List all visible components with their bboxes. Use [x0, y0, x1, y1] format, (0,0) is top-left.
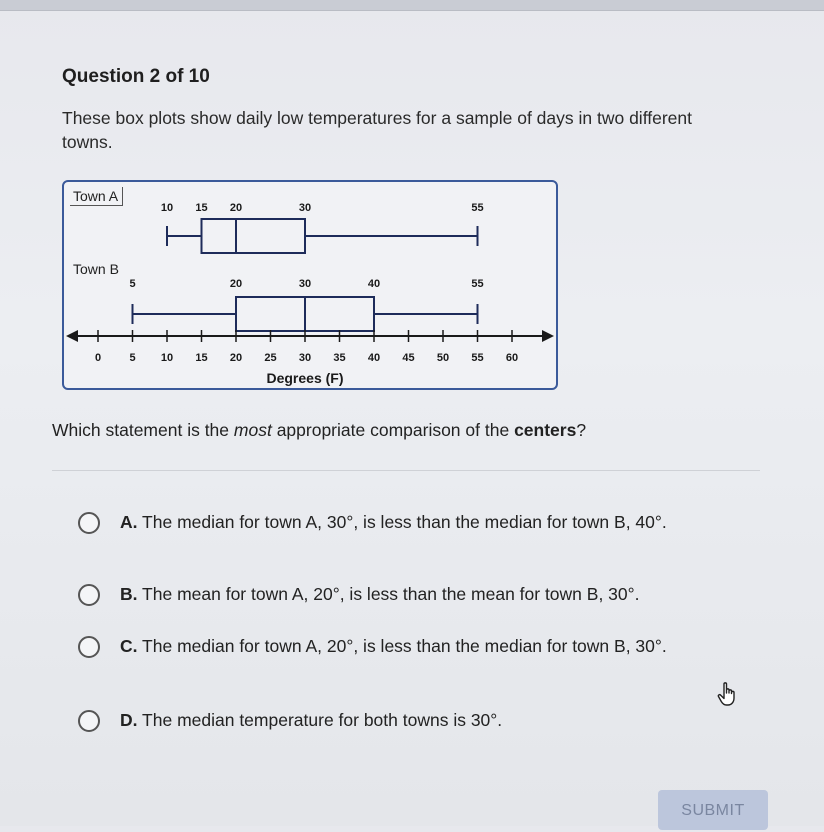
- option-d-letter: D.: [120, 710, 138, 730]
- axis-arrow-left: [66, 330, 78, 342]
- option-c-text: [120, 634, 740, 658]
- question-prompt: These box plots show daily low temperatures for a sample of days in two different towns.: [62, 108, 692, 152]
- axis-arrow-right: [542, 330, 554, 342]
- town-a-value-label: 55: [471, 202, 484, 214]
- axis-tick-label: 45: [402, 352, 415, 364]
- axis-tick-label: 20: [229, 352, 243, 364]
- radio-b[interactable]: [78, 584, 100, 606]
- axis-tick-label: 35: [333, 352, 346, 364]
- question-text-before: Which statement is the: [52, 420, 234, 440]
- question-text-after: ?: [576, 420, 587, 440]
- box-plot-figure: [62, 180, 558, 390]
- question-number: Question 2 of 10: [62, 66, 210, 87]
- town-b-value-label: 5: [129, 278, 136, 290]
- town-b-label: Town B: [70, 261, 122, 277]
- question-emphasis: most: [233, 420, 272, 440]
- town-b-value-label: 40: [367, 278, 381, 290]
- option-a-letter: A.: [120, 512, 138, 532]
- town-a-value-label: 20: [229, 202, 243, 214]
- option-a-text: [120, 510, 740, 534]
- hand-pointer-icon: [714, 680, 742, 708]
- axis-label: Degrees (F): [266, 370, 344, 386]
- town-b-value-label: 55: [471, 278, 484, 290]
- option-c-letter: C.: [120, 636, 138, 656]
- town-a-box: [202, 219, 306, 253]
- box-plot-svg: [64, 182, 560, 392]
- axis-tick-label: 0: [94, 352, 102, 364]
- option-b-text: [120, 582, 740, 606]
- axis-tick-label: 15: [195, 352, 208, 364]
- town-b-value-label: 20: [229, 278, 243, 290]
- axis-tick-label: 40: [367, 352, 381, 364]
- question-text-middle: appropriate comparison of the: [271, 420, 515, 440]
- axis-tick-label: 5: [129, 352, 136, 364]
- option-d-label: The median temperature for both towns is 30°.: [142, 710, 503, 730]
- axis-tick-label: 50: [436, 352, 450, 364]
- town-a-value-label: 10: [160, 202, 174, 214]
- radio-a[interactable]: [78, 512, 100, 534]
- radio-d[interactable]: [78, 710, 100, 732]
- axis-tick-label: 55: [471, 352, 484, 364]
- town-b-value-label: 30: [298, 278, 312, 290]
- axis-tick-label: 25: [264, 352, 277, 364]
- top-bar: [0, 0, 824, 11]
- axis-tick-label: 10: [160, 352, 174, 364]
- option-b-label: The mean for town A, 20°, is less than the mean for town B, 30°.: [142, 584, 640, 604]
- town-a-value-label: 15: [195, 202, 208, 214]
- axis-tick-label: 30: [298, 352, 312, 364]
- town-a-value-label: 30: [298, 202, 312, 214]
- option-b-letter: B.: [120, 584, 138, 604]
- submit-button[interactable]: SUBMIT: [658, 790, 768, 830]
- town-a-label: Town A: [70, 187, 123, 206]
- question-text: [52, 420, 586, 441]
- axis-tick-label: 60: [505, 352, 519, 364]
- divider: [52, 470, 760, 471]
- radio-c[interactable]: [78, 636, 100, 658]
- option-a-label: The median for town A, 30°, is less than the median for town B, 40°.: [142, 512, 667, 532]
- option-d-text: [120, 708, 740, 732]
- question-strong: centers: [514, 420, 577, 440]
- option-c-label: The median for town A, 20°, is less than the median for town B, 30°.: [142, 636, 667, 656]
